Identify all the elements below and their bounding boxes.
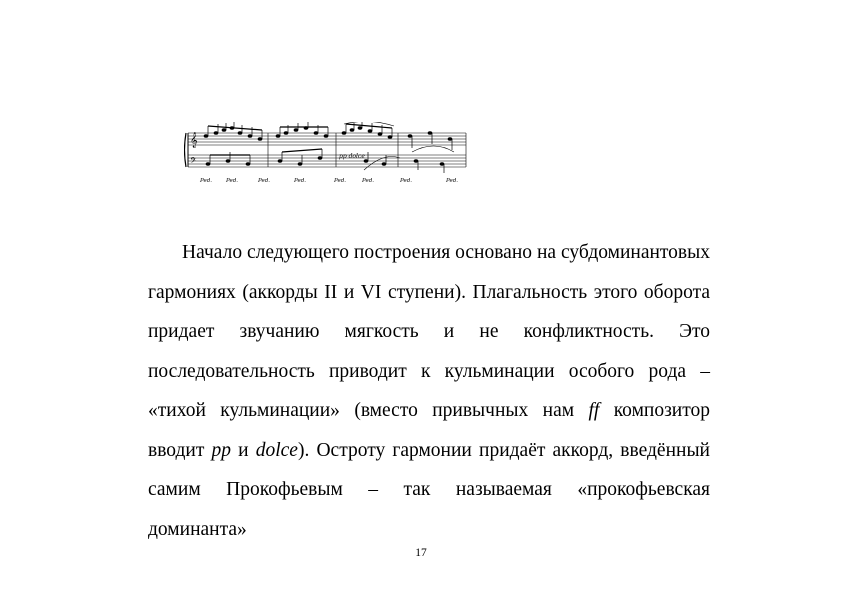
dynamic-pp: pp — [211, 439, 231, 461]
paragraph-text: и — [231, 439, 256, 461]
paragraph-text: Начало следующего построения основано на субдоминантовых гармониях (аккорды II и VI ступени). Плагальность этого оборота придает звучанию мягкость и не конфликтность. Это последовательность приводит к кульминации особого рода – «тихой кульминации» (вместо привычных нам — [148, 242, 710, 421]
svg-text:𝄞: 𝄞 — [190, 133, 198, 148]
pedal-mark: Ped. — [226, 178, 238, 184]
page-number: 17 — [415, 547, 427, 559]
pedal-mark: Ped. — [446, 178, 458, 184]
pedal-mark: Ped. — [400, 178, 412, 184]
music-score-image — [184, 122, 470, 190]
score-dynamic-marking: pp dolce — [339, 153, 365, 160]
dynamic-dolce: dolce — [255, 439, 298, 461]
pedal-mark: Ped. — [334, 178, 346, 184]
pedal-mark: Ped. — [294, 178, 306, 184]
pedal-mark: Ped. — [200, 178, 212, 184]
body-paragraph — [148, 233, 710, 549]
dynamic-ff: ff — [588, 400, 600, 421]
paragraph-text: ). Остроту гармонии придаёт аккорд, введённый самим Прокофьевым – так называемая «прокофьевская доминанта» — [148, 439, 710, 540]
pedal-mark: Ped. — [362, 178, 374, 184]
svg-text:𝄢: 𝄢 — [190, 157, 197, 168]
paragraph-text: композитор вводит — [148, 400, 710, 461]
pedal-mark: Ped. — [258, 178, 270, 184]
